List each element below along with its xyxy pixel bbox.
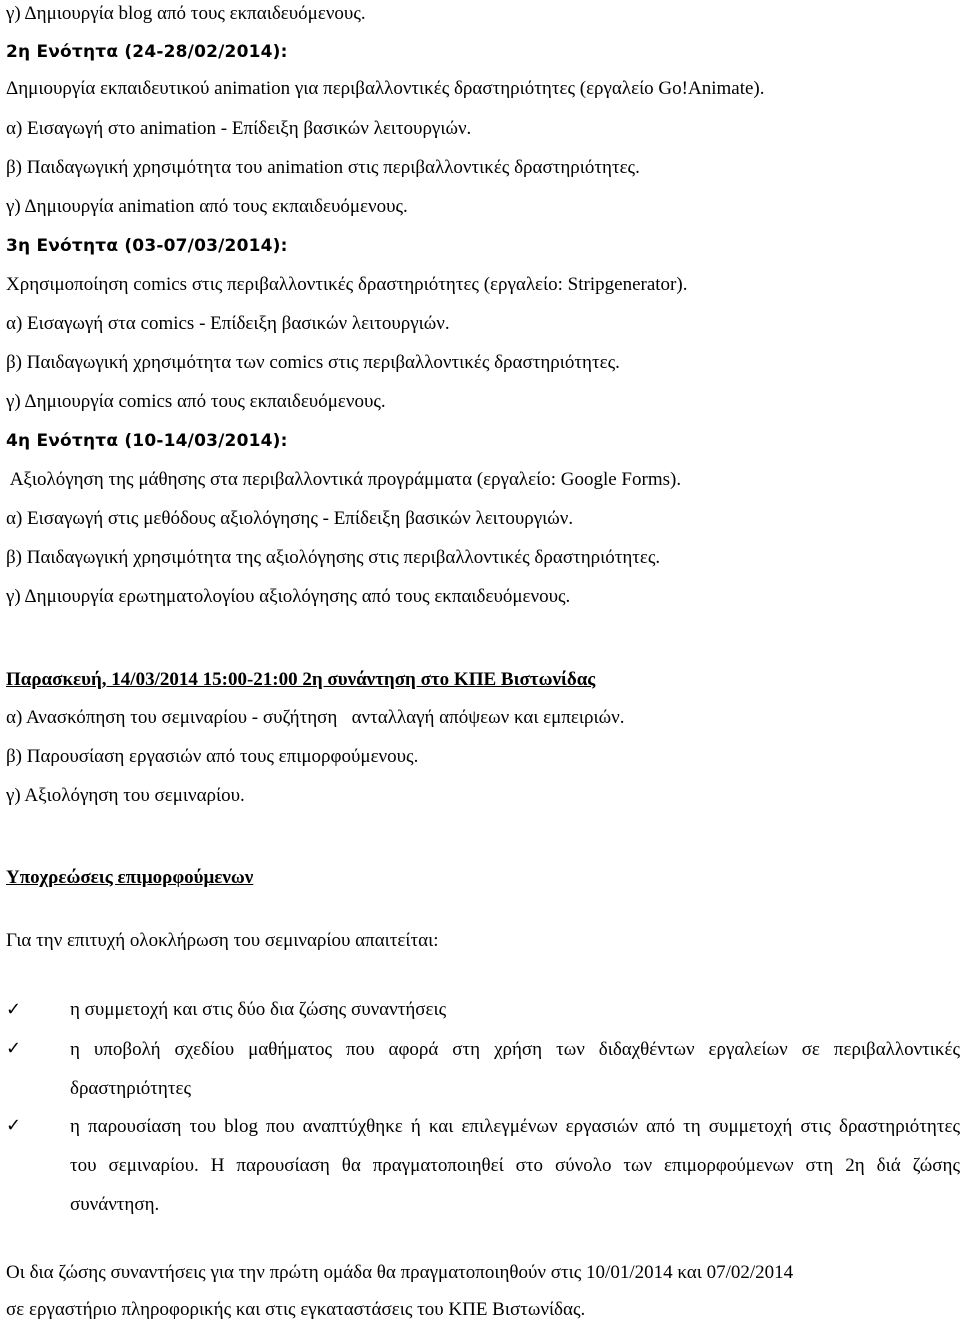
- section-heading-3: 3η Ενότητα (03-07/03/2014):: [6, 236, 288, 256]
- obligations-intro: Για την επιτυχή ολοκλήρωση του σεμιναρίου απαιτείται:: [6, 930, 439, 951]
- meeting-item: β) Παρουσίαση εργασιών από τους επιμορφούμενους.: [6, 746, 419, 767]
- obligation-item: η υποβολή σχεδίου μαθήματος που αφορά στη χρήση των διδαχθέντων εργαλείων σε περιβαλλοντικές δραστηριότητες: [70, 1039, 960, 1099]
- text-line: Αξιολόγηση της μάθησης στα περιβαλλοντικά προγράμματα (εργαλείο: Google Forms).: [6, 469, 682, 490]
- check-icon: ✓: [6, 999, 22, 1020]
- text-line: Χρησιμοποίηση comics στις περιβαλλοντικές δραστηριότητες (εργαλείο: Stripgenerator).: [6, 274, 688, 295]
- closing-line: Οι δια ζώσης συναντήσεις για την πρώτη ομάδα θα πραγματοποιηθούν στις 10/01/2014 και 07/02/2014: [6, 1262, 794, 1283]
- text-line: β) Παιδαγωγική χρησιμότητα των comics στις περιβαλλοντικές δραστηριότητες.: [6, 352, 620, 373]
- meeting-item: α) Ανασκόπηση του σεμιναρίου - συζήτηση ανταλλαγή απόψεων και εμπειριών.: [6, 707, 625, 728]
- text-line: γ) Δημιουργία ερωτηματολογίου αξιολόγησης από τους εκπαιδευόμενους.: [6, 586, 571, 607]
- check-icon: ✓: [6, 1115, 22, 1136]
- check-icon: ✓: [6, 1038, 22, 1059]
- text-line: γ) Δημιουργία comics από τους εκπαιδευόμενους.: [6, 391, 386, 412]
- obligations-heading: Υποχρεώσεις επιμορφούμενων: [6, 867, 254, 888]
- text-line: β) Παιδαγωγική χρησιμότητα του animation στις περιβαλλοντικές δραστηριότητες.: [6, 157, 640, 178]
- text-line: γ) Δημιουργία animation από τους εκπαιδευόμενους.: [6, 196, 408, 217]
- section-heading-2: 2η Ενότητα (24-28/02/2014):: [6, 42, 288, 62]
- text-line: Δημιουργία εκπαιδευτικού animation για περιβαλλοντικές δραστηριότητες (εργαλείο Go!Animate).: [6, 78, 765, 99]
- text-line: γ) Δημιουργία blog από τους εκπαιδευόμενους.: [6, 3, 366, 24]
- meeting-item: γ) Αξιολόγηση του σεμιναρίου.: [6, 785, 245, 806]
- obligation-item: η παρουσίαση του blog που αναπτύχθηκε ή και επιλεγμένων εργασιών από τη συμμετοχή στις δραστηριότητες του σεμιναρίου. Η παρουσίαση θα πραγματοποιηθεί στο σύνολο των επιμορφούμενων στη 2η διά ζώσης συνάντηση.: [70, 1116, 960, 1215]
- meeting-heading: Παρασκευή, 14/03/2014 15:00-21:00 2η συνάντηση στο ΚΠΕ Βιστωνίδας: [6, 669, 596, 690]
- text-line: β) Παιδαγωγική χρησιμότητα της αξιολόγησης στις περιβαλλοντικές δραστηριότητες.: [6, 547, 661, 568]
- section-heading-4: 4η Ενότητα (10-14/03/2014):: [6, 431, 288, 451]
- obligation-item: η συμμετοχή και στις δύο δια ζώσης συναντήσεις: [70, 999, 447, 1020]
- text-line: α) Εισαγωγή στις μεθόδους αξιολόγησης - Επίδειξη βασικών λειτουργιών.: [6, 508, 574, 529]
- text-line: α) Εισαγωγή στα comics - Επίδειξη βασικών λειτουργιών.: [6, 313, 450, 334]
- closing-line: σε εργαστήριο πληροφορικής και στις εγκαταστάσεις του ΚΠΕ Βιστωνίδας.: [6, 1299, 586, 1320]
- text-line: α) Εισαγωγή στο animation - Επίδειξη βασικών λειτουργιών.: [6, 118, 472, 139]
